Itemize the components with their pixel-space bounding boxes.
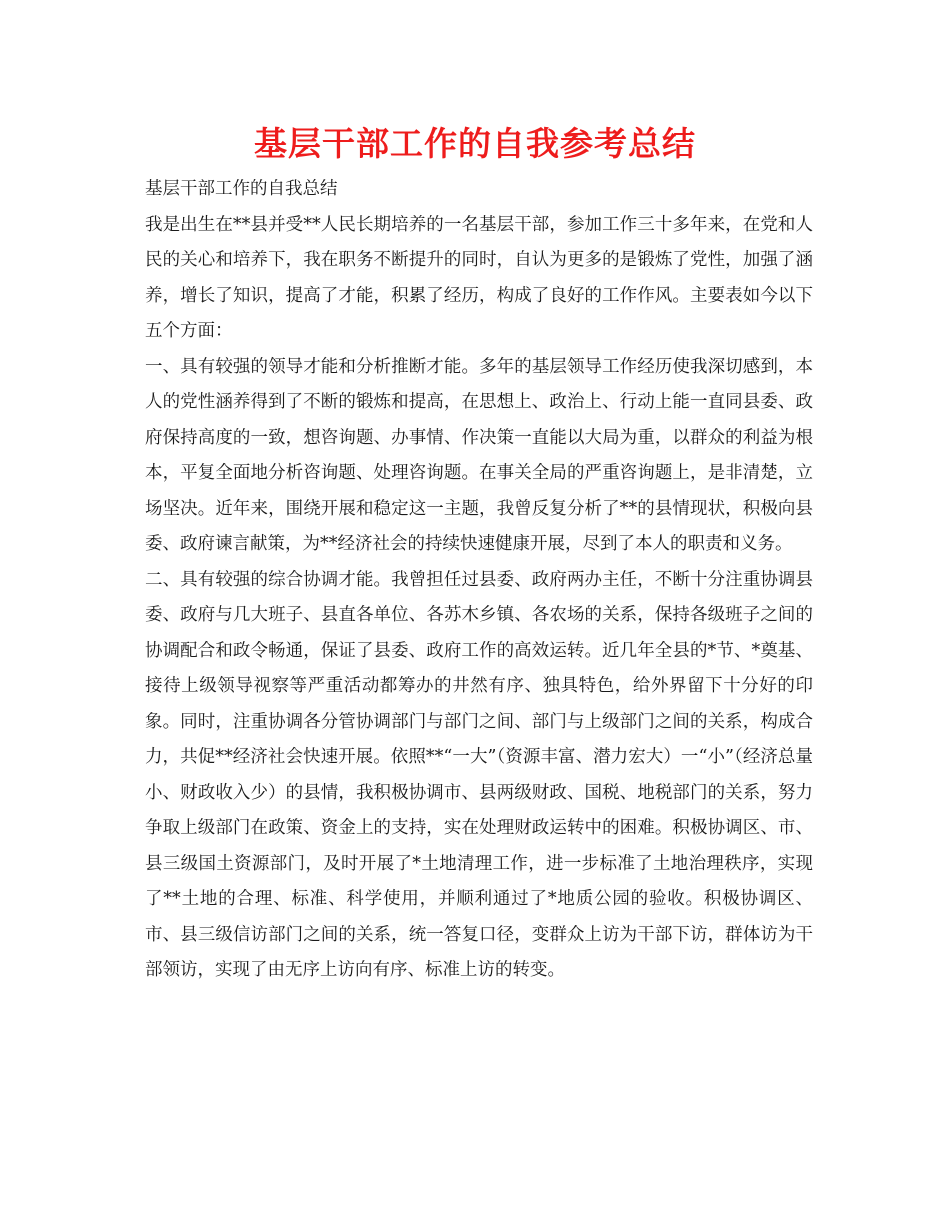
intro-paragraph: 我是出生在**县并受**人民长期培养的一名基层干部，参加工作三十多年来，在党和人民的关心和培养下，我在职务不断提升的同时，自认为更多的是锻炼了党性，加强了涵养，增长了知识，提高了才能，积累了经历，构成了良好的工作作风。主要表如今以下五个方面： <box>145 214 813 341</box>
document-body <box>145 172 813 989</box>
subtitle-paragraph: 基层干部工作的自我总结 <box>145 179 338 199</box>
document-title: 基层干部工作的自我参考总结 <box>254 124 696 163</box>
section-one-paragraph: 一、具有较强的领导才能和分析推断才能。多年的基层领导工作经历使我深切感到，本人的党性涵养得到了不断的锻炼和提高，在思想上、政治上、行动上能一直同县委、政府保持高度的一致，想咨询题、办事情、作决策一直能以大局为重，以群众的利益为根本，平复全面地分析咨询题、处理咨询题。在事关全局的严重咨询题上，是非清楚，立场坚决。近年来，围绕开展和稳定这一主题，我曾反复分析了**的县情现状，积极向县委、政府谏言献策，为**经济社会的持续快速健康开展，尽到了本人的职责和义务。 <box>145 356 813 554</box>
section-two-paragraph: 二、具有较强的综合协调才能。我曾担任过县委、政府两办主任，不断十分注重协调县委、政府与几大班子、县直各单位、各苏木乡镇、各农场的关系，保持各级班子之间的协调配合和政令畅通，保证了县委、政府工作的高效运转。近几年全县的*节、*奠基、接待上级领导视察等严重活动都筹办的井然有序、独具特色，给外界留下十分好的印象。同时，注重协调各分管协调部门与部门之间、部门与上级部门之间的关系，构成合力，共促**经济社会快速开展。依照**“一大”（资源丰富、潜力宏大）一“小”（经济总量小、财政收入少）的县情，我积极协调市、县两级财政、国税、地税部门的关系，努力争取上级部门在政策、资金上的支持，实在处理财政运转中的困难。积极协调区、市、县三级国土资源部门，及时开展了*土地清理工作，进一步标准了土地治理秩序，实现了**土地的合理、标准、科学使用，并顺利通过了*地质公园的验收。积极协调区、市、县三级信访部门之间的关系，统一答复口径，变群众上访为干部下访，群体访为干部领访，实现了由无序上访向有序、标准上访的转变。 <box>145 569 813 980</box>
